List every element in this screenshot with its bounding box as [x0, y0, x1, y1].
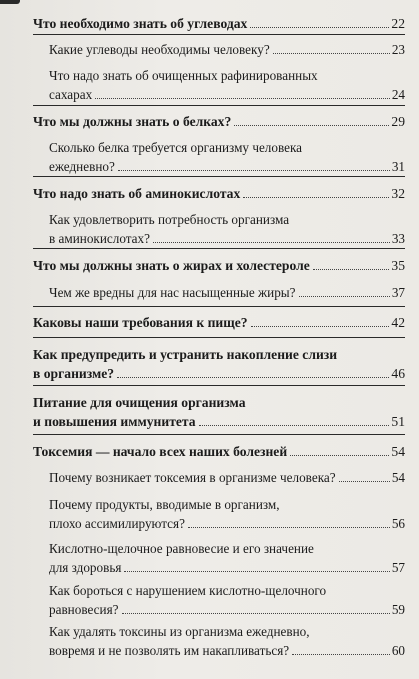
- toc-entry-title: равновесия?: [49, 602, 119, 617]
- section-divider: [33, 337, 405, 338]
- toc-page-number: 60: [391, 643, 405, 658]
- toc-page-number: 35: [391, 258, 405, 273]
- toc-subentry[interactable]: [49, 581, 405, 619]
- toc-entry-title: Что необходимо знать об углеводах: [33, 16, 248, 31]
- leader-dots: [250, 26, 389, 28]
- toc-subentry[interactable]: [49, 539, 405, 577]
- toc-subentry[interactable]: [49, 468, 405, 487]
- toc-entry[interactable]: [33, 345, 405, 383]
- toc-subentry[interactable]: [49, 495, 405, 533]
- toc-entry-title: в организме?: [33, 366, 115, 381]
- toc-page-number: 31: [391, 159, 405, 174]
- toc-entry-title: плохо ассимилируются?: [49, 516, 185, 531]
- toc-entry-title: Как удалять токсины из организма ежедневно,: [49, 624, 310, 639]
- toc-page-number: 37: [391, 285, 405, 300]
- toc-entry-title: Что мы должны знать о жирах и холестероле: [33, 258, 310, 273]
- leader-dots: [153, 241, 390, 243]
- leader-dots: [124, 570, 389, 572]
- leader-dots: [95, 97, 390, 99]
- toc-entry[interactable]: [33, 112, 405, 131]
- leader-dots: [243, 196, 389, 198]
- toc-entry[interactable]: [33, 14, 405, 33]
- toc-page-number: 29: [391, 114, 405, 129]
- leader-dots: [117, 376, 389, 378]
- leader-dots: [188, 526, 390, 528]
- leader-dots: [290, 454, 389, 456]
- leader-dots: [118, 169, 390, 171]
- leader-dots: [313, 268, 390, 270]
- toc-entry-title: для здоровья: [49, 560, 122, 575]
- section-divider: [33, 385, 405, 386]
- toc-entry-title: Как предупредить и устранить накопление слизи: [33, 347, 338, 362]
- toc-page-number: 33: [391, 231, 405, 246]
- toc-entry[interactable]: [33, 256, 405, 275]
- section-divider: [33, 434, 405, 435]
- toc-subentry[interactable]: [49, 622, 405, 660]
- leader-dots: [292, 653, 390, 655]
- toc-entry-title: Каковы наши требования к пище?: [33, 315, 248, 330]
- leader-dots: [299, 295, 390, 297]
- toc-subentry[interactable]: [49, 66, 405, 104]
- section-divider: [33, 248, 405, 249]
- toc-entry-title: Какие углеводы необходимы человеку?: [49, 42, 270, 57]
- toc-entry-title: Чем же вредны для нас насыщенные жиры?: [49, 285, 296, 300]
- toc-subentry[interactable]: [49, 210, 405, 248]
- toc-entry-title: Что надо знать об очищенных рафинированных: [49, 68, 318, 83]
- toc-entry-title: Почему продукты, вводимые в организм,: [49, 497, 280, 512]
- toc-entry-title: Почему возникает токсемия в организме человека?: [49, 470, 336, 485]
- toc-entry-title: Что мы должны знать о белках?: [33, 114, 232, 129]
- toc-page-number: 57: [391, 560, 405, 575]
- toc-entry-title: Как бороться с нарушением кислотно-щелочного: [49, 583, 327, 598]
- toc-entry-title: Токсемия — начало всех наших болезней: [33, 444, 288, 459]
- leader-dots: [199, 424, 390, 426]
- toc-entry[interactable]: [33, 313, 405, 332]
- toc-page-number: 56: [391, 516, 405, 531]
- toc-entry-title: ежедневно?: [49, 159, 115, 174]
- leader-dots: [339, 480, 390, 482]
- section-divider: [33, 34, 405, 35]
- toc-entry-title: и повышения иммунитета: [33, 414, 196, 429]
- toc-entry-title: Как удовлетворить потребность организма: [49, 212, 290, 227]
- toc-entry-title: в аминокислотах?: [49, 231, 150, 246]
- toc-entry-title: Что надо знать об аминокислотах: [33, 186, 241, 201]
- toc-subentry[interactable]: [49, 138, 405, 176]
- toc-entry[interactable]: [33, 442, 405, 461]
- toc-page-number: 54: [391, 470, 405, 485]
- toc-entry-title: вовремя и не позволять им накапливаться?: [49, 643, 290, 658]
- toc-entry[interactable]: [33, 393, 405, 431]
- page-corner-mark: [0, 0, 20, 4]
- toc-page-number: 42: [391, 315, 405, 330]
- leader-dots: [234, 124, 389, 126]
- toc-entry-title: Кислотно-щелочное равновесие и его значение: [49, 541, 314, 556]
- toc-entry-title: Сколько белка требуется организму человека: [49, 140, 303, 155]
- leader-dots: [273, 52, 390, 54]
- section-divider: [33, 306, 405, 307]
- leader-dots: [122, 612, 390, 614]
- toc-page-number: 59: [391, 602, 405, 617]
- toc-page-number: 32: [391, 186, 405, 201]
- toc-page-number: 46: [391, 366, 405, 381]
- toc-subentry[interactable]: [49, 283, 405, 302]
- toc-page-number: 24: [391, 87, 405, 102]
- toc-page-number: 54: [391, 444, 405, 459]
- toc-page-number: 23: [391, 42, 405, 57]
- toc-page-number: 51: [391, 414, 405, 429]
- leader-dots: [251, 325, 390, 327]
- section-divider: [33, 105, 405, 106]
- toc-subentry[interactable]: [49, 40, 405, 59]
- toc-entry-title: Питание для очищения организма: [33, 395, 246, 410]
- toc-entry[interactable]: [33, 184, 405, 203]
- toc-page-number: 22: [391, 16, 405, 31]
- section-divider: [33, 176, 405, 177]
- toc-entry-title: сахарах: [49, 87, 93, 102]
